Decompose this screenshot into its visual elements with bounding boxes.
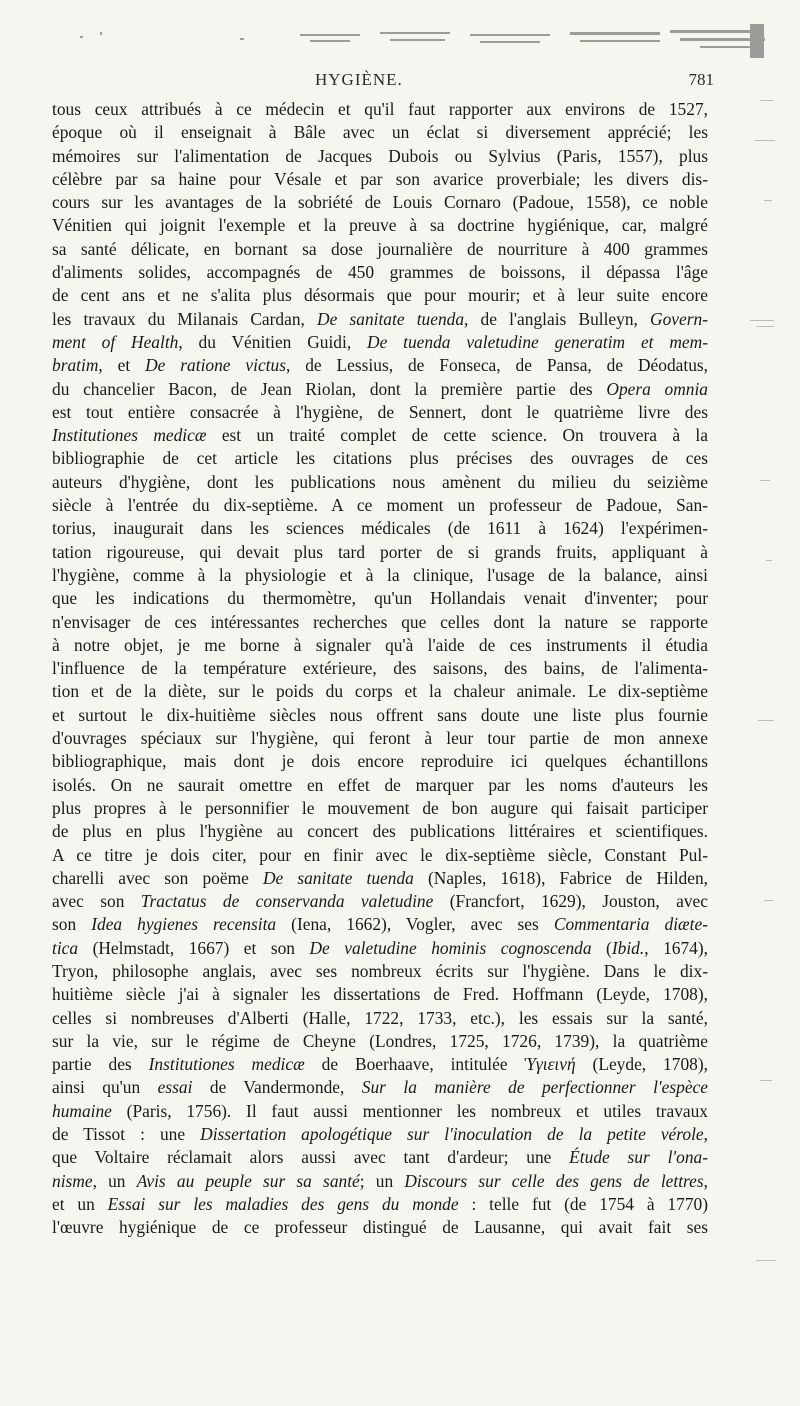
text-segment: , de Lessius, de Fonseca, de Pansa, de Déodatus,: [285, 355, 709, 376]
text-line: [52, 261, 708, 284]
text-line: [52, 867, 708, 890]
italic-text: Ὑγιεινή: [524, 1054, 576, 1075]
scan-noise-top: [60, 22, 780, 62]
text-line: [52, 1193, 708, 1216]
italic-text: De sanitate tuenda: [317, 308, 465, 329]
text-line: [52, 1053, 708, 1076]
text-segment: , de l'anglais Bulleyn,: [464, 308, 651, 329]
text-line: [52, 354, 708, 377]
text-segment: de Vandermonde,: [192, 1077, 362, 1098]
text-line: [52, 284, 708, 307]
text-segment: , et: [98, 355, 146, 376]
text-segment: les travaux du Milanais Cardan,: [52, 308, 318, 329]
text-line: [52, 634, 708, 657]
text-line: [52, 704, 708, 727]
text-segment: Vénitien qui joignit l'exemple et la preuve à sa doctrine hygiénique, car, malgré: [52, 215, 708, 236]
text-segment: Tryon, philosophe anglais, avec ses nombreux écrits sur l'hygiène. Dans le dix-: [52, 960, 708, 981]
text-segment: auteurs d'hygiène, dont les publications nous amènent du milieu du seizième: [52, 471, 708, 492]
text-segment: bibliographie de cet article les citations plus précises des ouvrages de ces: [52, 448, 708, 469]
text-line: [52, 517, 708, 540]
text-segment: que les indications du thermomètre, qu'un Hollandais venait d'inventer; pour: [52, 588, 708, 609]
text-line: [52, 401, 708, 424]
italic-text: humaine: [52, 1100, 112, 1121]
text-segment: l'hygiène, comme à la physiologie et à la clinique, l'usage de la balance, ainsi: [52, 564, 708, 585]
text-segment: torius, inaugurait dans les sciences médicales (de 1611 à 1624) l'expérimen-: [52, 518, 708, 539]
text-line: [52, 121, 708, 144]
text-segment: partie des: [52, 1054, 149, 1075]
italic-text: Institutiones medicæ: [148, 1054, 305, 1075]
text-segment: tous ceux attribués à ce médecin et qu'il faut rapporter aux environs de 1527,: [52, 99, 708, 119]
text-line: [52, 1123, 708, 1146]
text-segment: de Boerhaave, intitulée: [304, 1054, 525, 1075]
text-segment: de cent ans et ne s'alita plus désormais que pour mourir; et à leur suite encore: [52, 285, 708, 306]
text-segment: l'œuvre hygiénique de ce professeur distingué de Lausanne, qui avait fait ses: [52, 1217, 708, 1238]
text-line: [52, 890, 708, 913]
body-text: [52, 98, 708, 1240]
text-segment: celles si nombreuses d'Alberti (Halle, 1722, 1733, etc.), les essais sur la santé,: [52, 1007, 708, 1028]
text-segment: mémoires sur l'alimentation de Jacques Dubois ou Sylvius (Paris, 1557), plus: [52, 145, 708, 166]
text-line: [52, 844, 708, 867]
text-segment: que Voltaire réclamait alors aussi avec tant d'ardeur; une: [52, 1147, 570, 1168]
text-segment: , un: [92, 1170, 137, 1191]
text-line: [52, 820, 708, 843]
text-segment: siècle à l'entrée du dix-septième. A ce moment un professeur de Padoue, San-: [52, 495, 708, 516]
text-segment: sur la vie, sur le régime de Cheyne (Londres, 1725, 1726, 1739), la quatrième: [52, 1030, 708, 1051]
italic-text: Essai sur les maladies des gens du monde: [107, 1193, 459, 1214]
text-segment: A ce titre je dois citer, pour en finir avec le dix-septième siècle, Constant Pul-: [52, 844, 708, 865]
text-segment: son: [52, 914, 92, 935]
text-line: [52, 937, 708, 960]
text-segment: charelli avec son poëme: [52, 867, 263, 888]
text-segment: ; un: [359, 1170, 405, 1191]
text-segment: du chancelier Bacon, de Jean Riolan, dont la première partie des: [52, 378, 607, 399]
text-line: [52, 1170, 708, 1193]
text-segment: tion et de la diète, sur le poids du corps et la chaleur animale. Le dix-septième: [52, 681, 708, 702]
text-segment: est un traité complet de cette science. On trouvera à la: [206, 425, 708, 446]
text-line: [52, 308, 708, 331]
text-segment: célèbre par sa haine pour Vésale et par son avarice proverbiale; les divers dis-: [52, 168, 708, 189]
italic-text: Dissertation apologétique sur l'inoculation de la petite vérole: [200, 1124, 704, 1145]
text-segment: et un: [52, 1193, 108, 1214]
text-segment: cours sur les avantages de la sobriété de Louis Cornaro (Padoue, 1558), ce noble: [52, 192, 708, 213]
text-segment: , du Vénitien Guidi,: [178, 331, 368, 352]
text-line: [52, 98, 708, 121]
text-segment: , 1674),: [644, 937, 709, 958]
text-segment: bibliographique, mais dont je dois encore reproduire ici quelques échantillons: [52, 751, 708, 772]
text-line: [52, 331, 708, 354]
text-segment: à notre objet, je me borne à signaler qu'à l'aide de ces instruments il étudia: [52, 634, 708, 655]
italic-text: De sanitate tuenda: [262, 867, 414, 888]
text-segment: d'ouvrages spéciaux sur l'hygiène, qui feront à leur tour partie de mon annexe: [52, 728, 708, 749]
text-segment: isolés. On ne saurait omettre en effet de marquer par les noms d'auteurs les: [52, 774, 708, 795]
text-segment: de plus en plus l'hygiène au concert des publications littéraires et scientifiques.: [52, 821, 708, 842]
italic-text: ment of Health: [52, 331, 179, 352]
page-number: 781: [688, 70, 714, 89]
text-line: [52, 983, 708, 1006]
italic-text: Govern-: [650, 308, 708, 329]
text-line: [52, 1007, 708, 1030]
italic-text: Étude sur l'ona-: [569, 1147, 709, 1168]
italic-text: Discours sur celle des gens de lettres: [404, 1170, 704, 1191]
text-segment: époque où il enseignait à Bâle avec un éclat si diversement apprécié; les: [52, 122, 708, 143]
text-line: [52, 750, 708, 773]
text-segment: huitième siècle j'ai à signaler les dissertations de Fred. Hoffmann (Leyde, 1708),: [52, 984, 708, 1005]
text-line: [52, 797, 708, 820]
text-line: [52, 1216, 708, 1239]
italic-text: De ratione victus: [145, 355, 286, 376]
text-segment: sa santé délicate, en bornant sa dose journalière de nourriture à 400 grammes: [52, 238, 708, 259]
italic-text: Opera omnia: [606, 378, 709, 399]
text-segment: d'aliments solides, accompagnés de 450 grammes de boissons, il dépassa l'âge: [52, 262, 708, 283]
text-segment: ,: [703, 1124, 708, 1145]
text-line: [52, 727, 708, 750]
italic-text: tica: [52, 937, 79, 958]
scan-noise-margin: [730, 80, 790, 1380]
text-segment: (Paris, 1756). Il faut aussi mentionner les nombreux et utiles travaux: [111, 1100, 708, 1121]
text-segment: est tout entière consacrée à l'hygiène, de Sennert, dont le quatrième livre des: [52, 401, 708, 422]
page-header: [52, 70, 714, 94]
text-segment: n'envisager de ces intéressantes recherches que celles dont la nature se rapporte: [52, 611, 708, 632]
text-segment: plus propres à le personnifier le mouvement de bon augure qui faisait participer: [52, 797, 708, 818]
text-segment: ainsi qu'un: [52, 1077, 158, 1098]
text-line: [52, 378, 708, 401]
text-segment: (Naples, 1618), Fabrice de Hilden,: [413, 867, 708, 888]
text-line: [52, 447, 708, 470]
italic-text: De valetudine hominis cognoscenda: [309, 937, 592, 958]
italic-text: Tractatus de conservanda valetudine: [140, 891, 434, 912]
text-line: [52, 238, 708, 261]
text-line: [52, 913, 708, 936]
text-line: [52, 657, 708, 680]
text-line: [52, 960, 708, 983]
text-segment: avec son: [52, 891, 141, 912]
text-line: [52, 1146, 708, 1169]
document-page: [52, 70, 714, 1240]
text-segment: de Tissot : une: [52, 1124, 201, 1145]
italic-text: nisme: [52, 1170, 93, 1191]
text-segment: l'influence de la température extérieure, des saisons, des bains, de l'alimenta-: [52, 658, 708, 679]
text-line: [52, 564, 708, 587]
text-segment: (Iena, 1662), Vogler, avec ses: [276, 914, 554, 935]
italic-text: bratim: [52, 355, 99, 376]
italic-text: Commentaria diæte-: [553, 914, 708, 935]
text-segment: (Leyde, 1708),: [575, 1054, 708, 1075]
italic-text: essai: [157, 1077, 193, 1098]
text-line: [52, 774, 708, 797]
text-line: [52, 541, 708, 564]
italic-text: Avis au peuple sur sa santé: [136, 1170, 360, 1191]
italic-text: De tuenda valetudine generatim et mem-: [367, 331, 708, 352]
text-segment: ,: [703, 1170, 709, 1191]
italic-text: Sur la manière de perfectionner l'espèce: [361, 1077, 708, 1098]
italic-text: Institutiones medicæ: [52, 425, 207, 446]
text-segment: (: [591, 937, 612, 958]
text-line: [52, 145, 708, 168]
text-line: [52, 611, 708, 634]
text-line: [52, 494, 708, 517]
text-line: [52, 191, 708, 214]
text-segment: (Helmstadt, 1667) et son: [78, 937, 310, 958]
text-segment: et surtout le dix-huitième siècles nous offrent sans doute une liste plus fournie: [52, 704, 708, 725]
italic-text: Ibid.: [611, 937, 645, 958]
text-line: [52, 471, 708, 494]
text-line: [52, 168, 708, 191]
text-line: [52, 587, 708, 610]
text-line: [52, 1076, 708, 1099]
text-line: [52, 424, 708, 447]
running-title: HYGIÈNE.: [315, 70, 403, 89]
text-segment: : telle fut (de 1754 à 1770): [458, 1193, 708, 1214]
text-line: [52, 214, 708, 237]
text-line: [52, 1030, 708, 1053]
italic-text: Idea hygienes recensita: [91, 914, 277, 935]
text-line: [52, 1100, 708, 1123]
text-segment: tation rigoureuse, qui devait plus tard porter de si grands fruits, appliquant à: [52, 541, 708, 562]
text-line: [52, 680, 708, 703]
text-segment: (Francfort, 1629), Jouston, avec: [433, 891, 708, 912]
